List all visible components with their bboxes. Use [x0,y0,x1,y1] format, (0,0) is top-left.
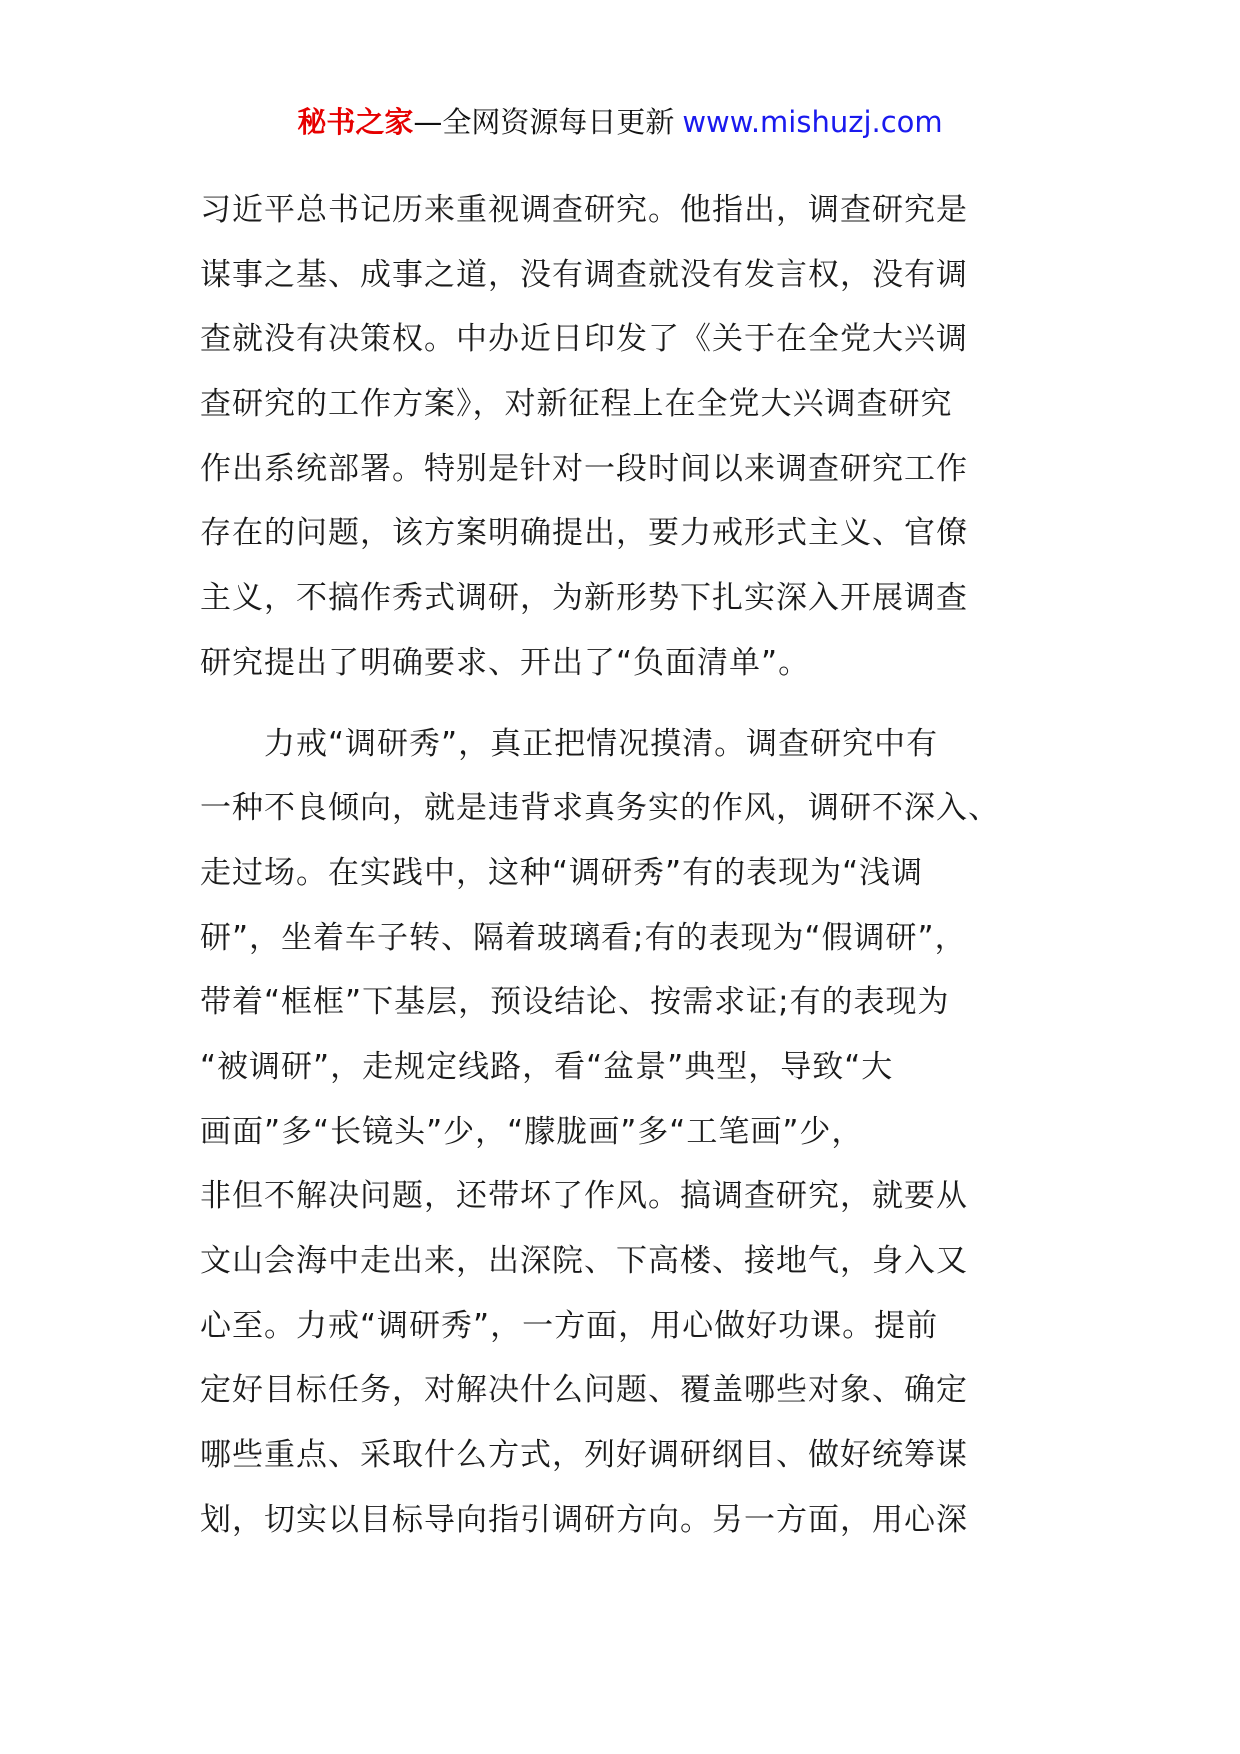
paragraph-2 [200,712,1060,1553]
site-url[interactable]: www.mishuzj.com [682,105,943,139]
text-line: 存在的问题，该方案明确提出，要力戒形式主义、官僚 [200,515,968,552]
paragraph-gap [200,696,1060,712]
brand-name: 秘书之家 [297,105,414,139]
header-slogan: —全网资源每日更新 [413,105,675,139]
text-line: 心至。力戒“调研秀”，一方面，用心做好功课。提前 [200,1307,939,1344]
text-line: 研”，坐着车子转、隔着玻璃看;有的表现为“假调研”， [200,919,967,956]
text-line: 一种不良倾向，就是违背求真务实的作风，调研不深入、 [200,790,1000,827]
text-line: 查研究的工作方案》，对新征程上在全党大兴调查研究 [200,386,953,423]
text-line: 划，切实以目标导向指引调研方向。另一方面，用心深 [200,1501,968,1538]
text-line: 查就没有决策权。中办近日印发了《关于在全党大兴调 [200,321,968,358]
text-line: “被调研”，走规定线路，看“盆景”典型，导致“大 [200,1048,894,1085]
text-line: 定好目标任务，对解决什么问题、覆盖哪些对象、确定 [200,1372,968,1409]
text-line: 主义，不搞作秀式调研，为新形势下扎实深入开展调查 [200,580,968,617]
text-line: 画面”多“长镜头”少，“朦胧画”多“工笔画”少， [200,1113,864,1150]
text-line: 研究提出了明确要求、开出了“负面清单”。 [200,644,811,681]
text-line: 哪些重点、采取什么方式，列好调研纲目、做好统筹谋 [200,1437,968,1474]
text-line: 带着“框框”下基层，预设结论、按需求证;有的表现为 [200,984,950,1021]
paragraph-1 [200,178,1060,696]
text-line: 谋事之基、成事之道，没有调查就没有发言权，没有调 [200,256,968,293]
text-line: 习近平总书记历来重视调查研究。他指出，调查研究是 [200,192,968,228]
text-line: 作出系统部署。特别是针对一段时间以来调查研究工作 [200,450,968,487]
text-line: 力戒“调研秀”，真正把情况摸清。调查研究中有 [200,725,939,762]
text-line: 走过场。在实践中，这种“调研秀”有的表现为“浅调 [200,854,924,891]
document-body [200,178,1060,1552]
text-line: 文山会海中走出来，出深院、下高楼、接地气，身入又 [200,1243,968,1279]
page-header [0,100,1240,144]
text-line: 非但不解决问题，还带坏了作风。搞调查研究，就要从 [200,1178,968,1215]
